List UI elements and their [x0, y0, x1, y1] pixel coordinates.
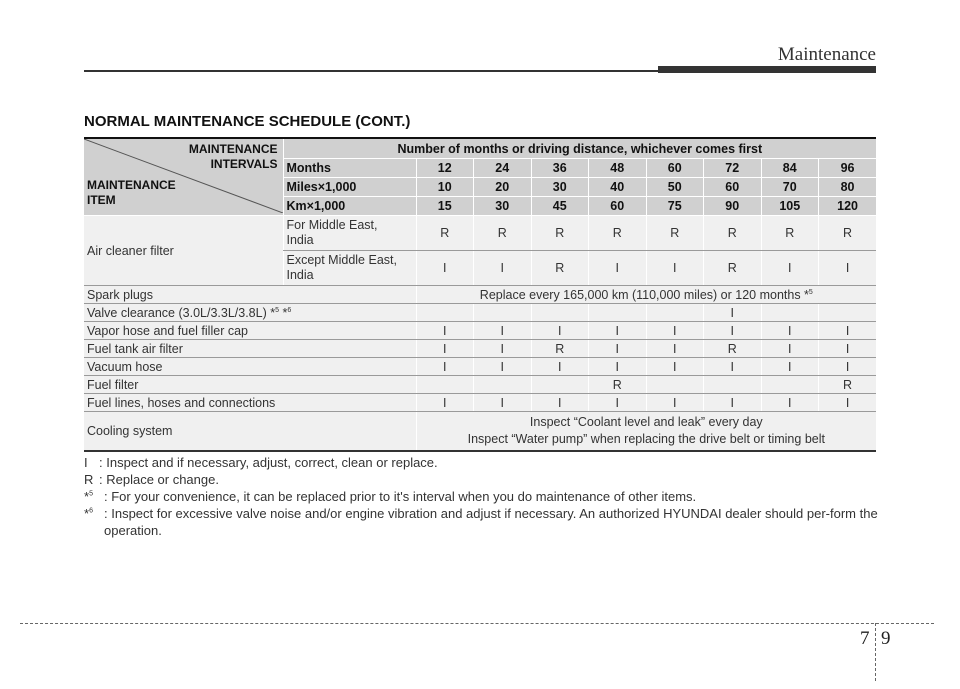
interval-cell: [474, 304, 532, 322]
row-item: Vacuum hose: [84, 358, 416, 376]
km-label: Km×1,000: [283, 197, 416, 216]
cooling-system-note: Inspect “Coolant level and leak” every day Inspect “Water pump” when replacing the drive belt or timing belt: [416, 412, 876, 452]
interval-cell: R: [704, 340, 762, 358]
interval-cell: I: [819, 340, 877, 358]
interval-cell: [589, 304, 647, 322]
interval-cell: [474, 376, 532, 394]
months-cell: 24: [474, 159, 532, 178]
miles-cell: 50: [646, 178, 704, 197]
interval-cell: I: [761, 322, 819, 340]
months-cell: 12: [416, 159, 474, 178]
interval-cell: I: [474, 340, 532, 358]
interval-cell: [761, 304, 819, 322]
interval-cell: R: [704, 216, 762, 251]
note-replace: R : Replace or change.: [84, 472, 219, 487]
row-item: Fuel lines, hoses and connections: [84, 394, 416, 412]
interval-cell: R: [646, 216, 704, 251]
interval-cell: I: [646, 251, 704, 286]
interval-cell: I: [474, 358, 532, 376]
header-rule: [84, 70, 658, 72]
interval-cell: I: [416, 394, 474, 412]
miles-cell: 60: [704, 178, 762, 197]
interval-cell: [646, 304, 704, 322]
interval-cell: I: [531, 394, 589, 412]
interval-cell: [819, 304, 877, 322]
months-cell: 96: [819, 159, 877, 178]
interval-cell: R: [589, 376, 647, 394]
interval-cell: I: [761, 251, 819, 286]
interval-cell: I: [819, 358, 877, 376]
miles-cell: 70: [761, 178, 819, 197]
months-cell: 36: [531, 159, 589, 178]
table-row: [84, 412, 876, 452]
interval-cell: R: [531, 340, 589, 358]
km-cell: 120: [819, 197, 877, 216]
page-number: 9: [881, 628, 891, 649]
header-corner: [84, 138, 283, 216]
note-footnote-5: *$^5$ : For your convenience, it can be replaced prior to it's interval when you do maintenance of other items.: [84, 489, 697, 504]
section-title: Maintenance: [777, 44, 876, 65]
interval-cell: [531, 304, 589, 322]
interval-cell: I: [589, 394, 647, 412]
interval-cell: [531, 376, 589, 394]
interval-cell: R: [704, 251, 762, 286]
interval-cell: I: [646, 358, 704, 376]
cooling-system-item: Cooling system: [84, 412, 416, 452]
table-row: [84, 286, 876, 304]
km-cell: 15: [416, 197, 474, 216]
corner-intervals-label: MAINTENANCE INTERVALS: [188, 142, 278, 171]
interval-cell: [761, 376, 819, 394]
row-item: Vapor hose and fuel filler cap: [84, 322, 416, 340]
km-cell: 105: [761, 197, 819, 216]
interval-cell: I: [531, 358, 589, 376]
interval-cell: I: [761, 394, 819, 412]
interval-cell: I: [704, 358, 762, 376]
row-item: Fuel tank air filter: [84, 340, 416, 358]
header-banner-row: [84, 138, 876, 159]
km-cell: 75: [646, 197, 704, 216]
note-footnote-6: *$^6$ : Inspect for excessive valve noise and/or engine vibration and adjust if necessary. An authorized HYUNDAI dealer should per-form the operation.: [84, 506, 878, 538]
interval-cell: [704, 376, 762, 394]
interval-cell: R: [531, 251, 589, 286]
months-cell: 72: [704, 159, 762, 178]
interval-cell: I: [646, 322, 704, 340]
table-row: [84, 322, 876, 340]
air-cleaner-sub-middle-east: For Middle East, India: [283, 216, 416, 251]
km-cell: 90: [704, 197, 762, 216]
footer-dashed-rule: [20, 623, 934, 624]
interval-cell: I: [416, 340, 474, 358]
interval-cell: I: [761, 340, 819, 358]
interval-cell: R: [819, 376, 877, 394]
interval-cell: [416, 304, 474, 322]
spark-plugs-item: Spark plugs: [84, 286, 416, 304]
interval-cell: R: [474, 216, 532, 251]
table-row: [84, 216, 876, 251]
miles-cell: 30: [531, 178, 589, 197]
interval-cell: I: [589, 358, 647, 376]
interval-cell: I: [416, 358, 474, 376]
km-cell: 45: [531, 197, 589, 216]
miles-cell: 80: [819, 178, 877, 197]
interval-cell: I: [819, 251, 877, 286]
interval-cell: I: [704, 322, 762, 340]
interval-cell: I: [819, 394, 877, 412]
interval-cell: R: [416, 216, 474, 251]
interval-cell: I: [819, 322, 877, 340]
valve-clearance-item: Valve clearance (3.0L/3.3L/3.8L) *$^5$ *$^6$: [84, 304, 416, 322]
interval-cell: I: [416, 251, 474, 286]
interval-cell: I: [761, 358, 819, 376]
months-label: Months: [283, 159, 416, 178]
interval-cell: I: [646, 340, 704, 358]
interval-cell: I: [589, 251, 647, 286]
interval-cell: I: [589, 340, 647, 358]
table-row: [84, 340, 876, 358]
table-row: [84, 358, 876, 376]
interval-cell: [416, 376, 474, 394]
header-rule-bar: [658, 66, 876, 73]
interval-cell: I: [704, 394, 762, 412]
interval-cell: I: [416, 322, 474, 340]
interval-cell: [646, 376, 704, 394]
corner-item-label: MAINTENANCE ITEM: [87, 178, 176, 207]
footer-dashed-divider: [875, 623, 876, 681]
interval-cell: I: [474, 394, 532, 412]
interval-cell: I: [646, 394, 704, 412]
km-cell: 30: [474, 197, 532, 216]
interval-cell: I: [704, 304, 762, 322]
spark-plugs-note: Replace every 165,000 km (110,000 miles) or 120 months *$^5$: [416, 286, 876, 304]
air-cleaner-sub-except: Except Middle East, India: [283, 251, 416, 286]
interval-cell: I: [531, 322, 589, 340]
interval-cell: R: [589, 216, 647, 251]
table-row: [84, 304, 876, 322]
interval-cell: R: [761, 216, 819, 251]
table-row: [84, 376, 876, 394]
interval-cell: I: [474, 251, 532, 286]
chapter-number: 7: [860, 628, 870, 649]
table-row: [84, 394, 876, 412]
interval-cell: R: [531, 216, 589, 251]
months-cell: 60: [646, 159, 704, 178]
interval-cell: R: [819, 216, 877, 251]
miles-label: Miles×1,000: [283, 178, 416, 197]
miles-cell: 20: [474, 178, 532, 197]
months-cell: 48: [589, 159, 647, 178]
miles-cell: 40: [589, 178, 647, 197]
interval-cell: I: [474, 322, 532, 340]
page-heading: NORMAL MAINTENANCE SCHEDULE (CONT.): [84, 113, 411, 130]
interval-cell: I: [589, 322, 647, 340]
note-inspect: I : Inspect and if necessary, adjust, correct, clean or replace.: [84, 455, 438, 470]
miles-cell: 10: [416, 178, 474, 197]
row-item: Fuel filter: [84, 376, 416, 394]
interval-banner: Number of months or driving distance, whichever comes first: [283, 138, 876, 159]
air-cleaner-item: Air cleaner filter: [84, 216, 283, 286]
km-cell: 60: [589, 197, 647, 216]
maintenance-schedule-table: [84, 137, 876, 452]
legend-notes: [84, 454, 884, 539]
months-cell: 84: [761, 159, 819, 178]
